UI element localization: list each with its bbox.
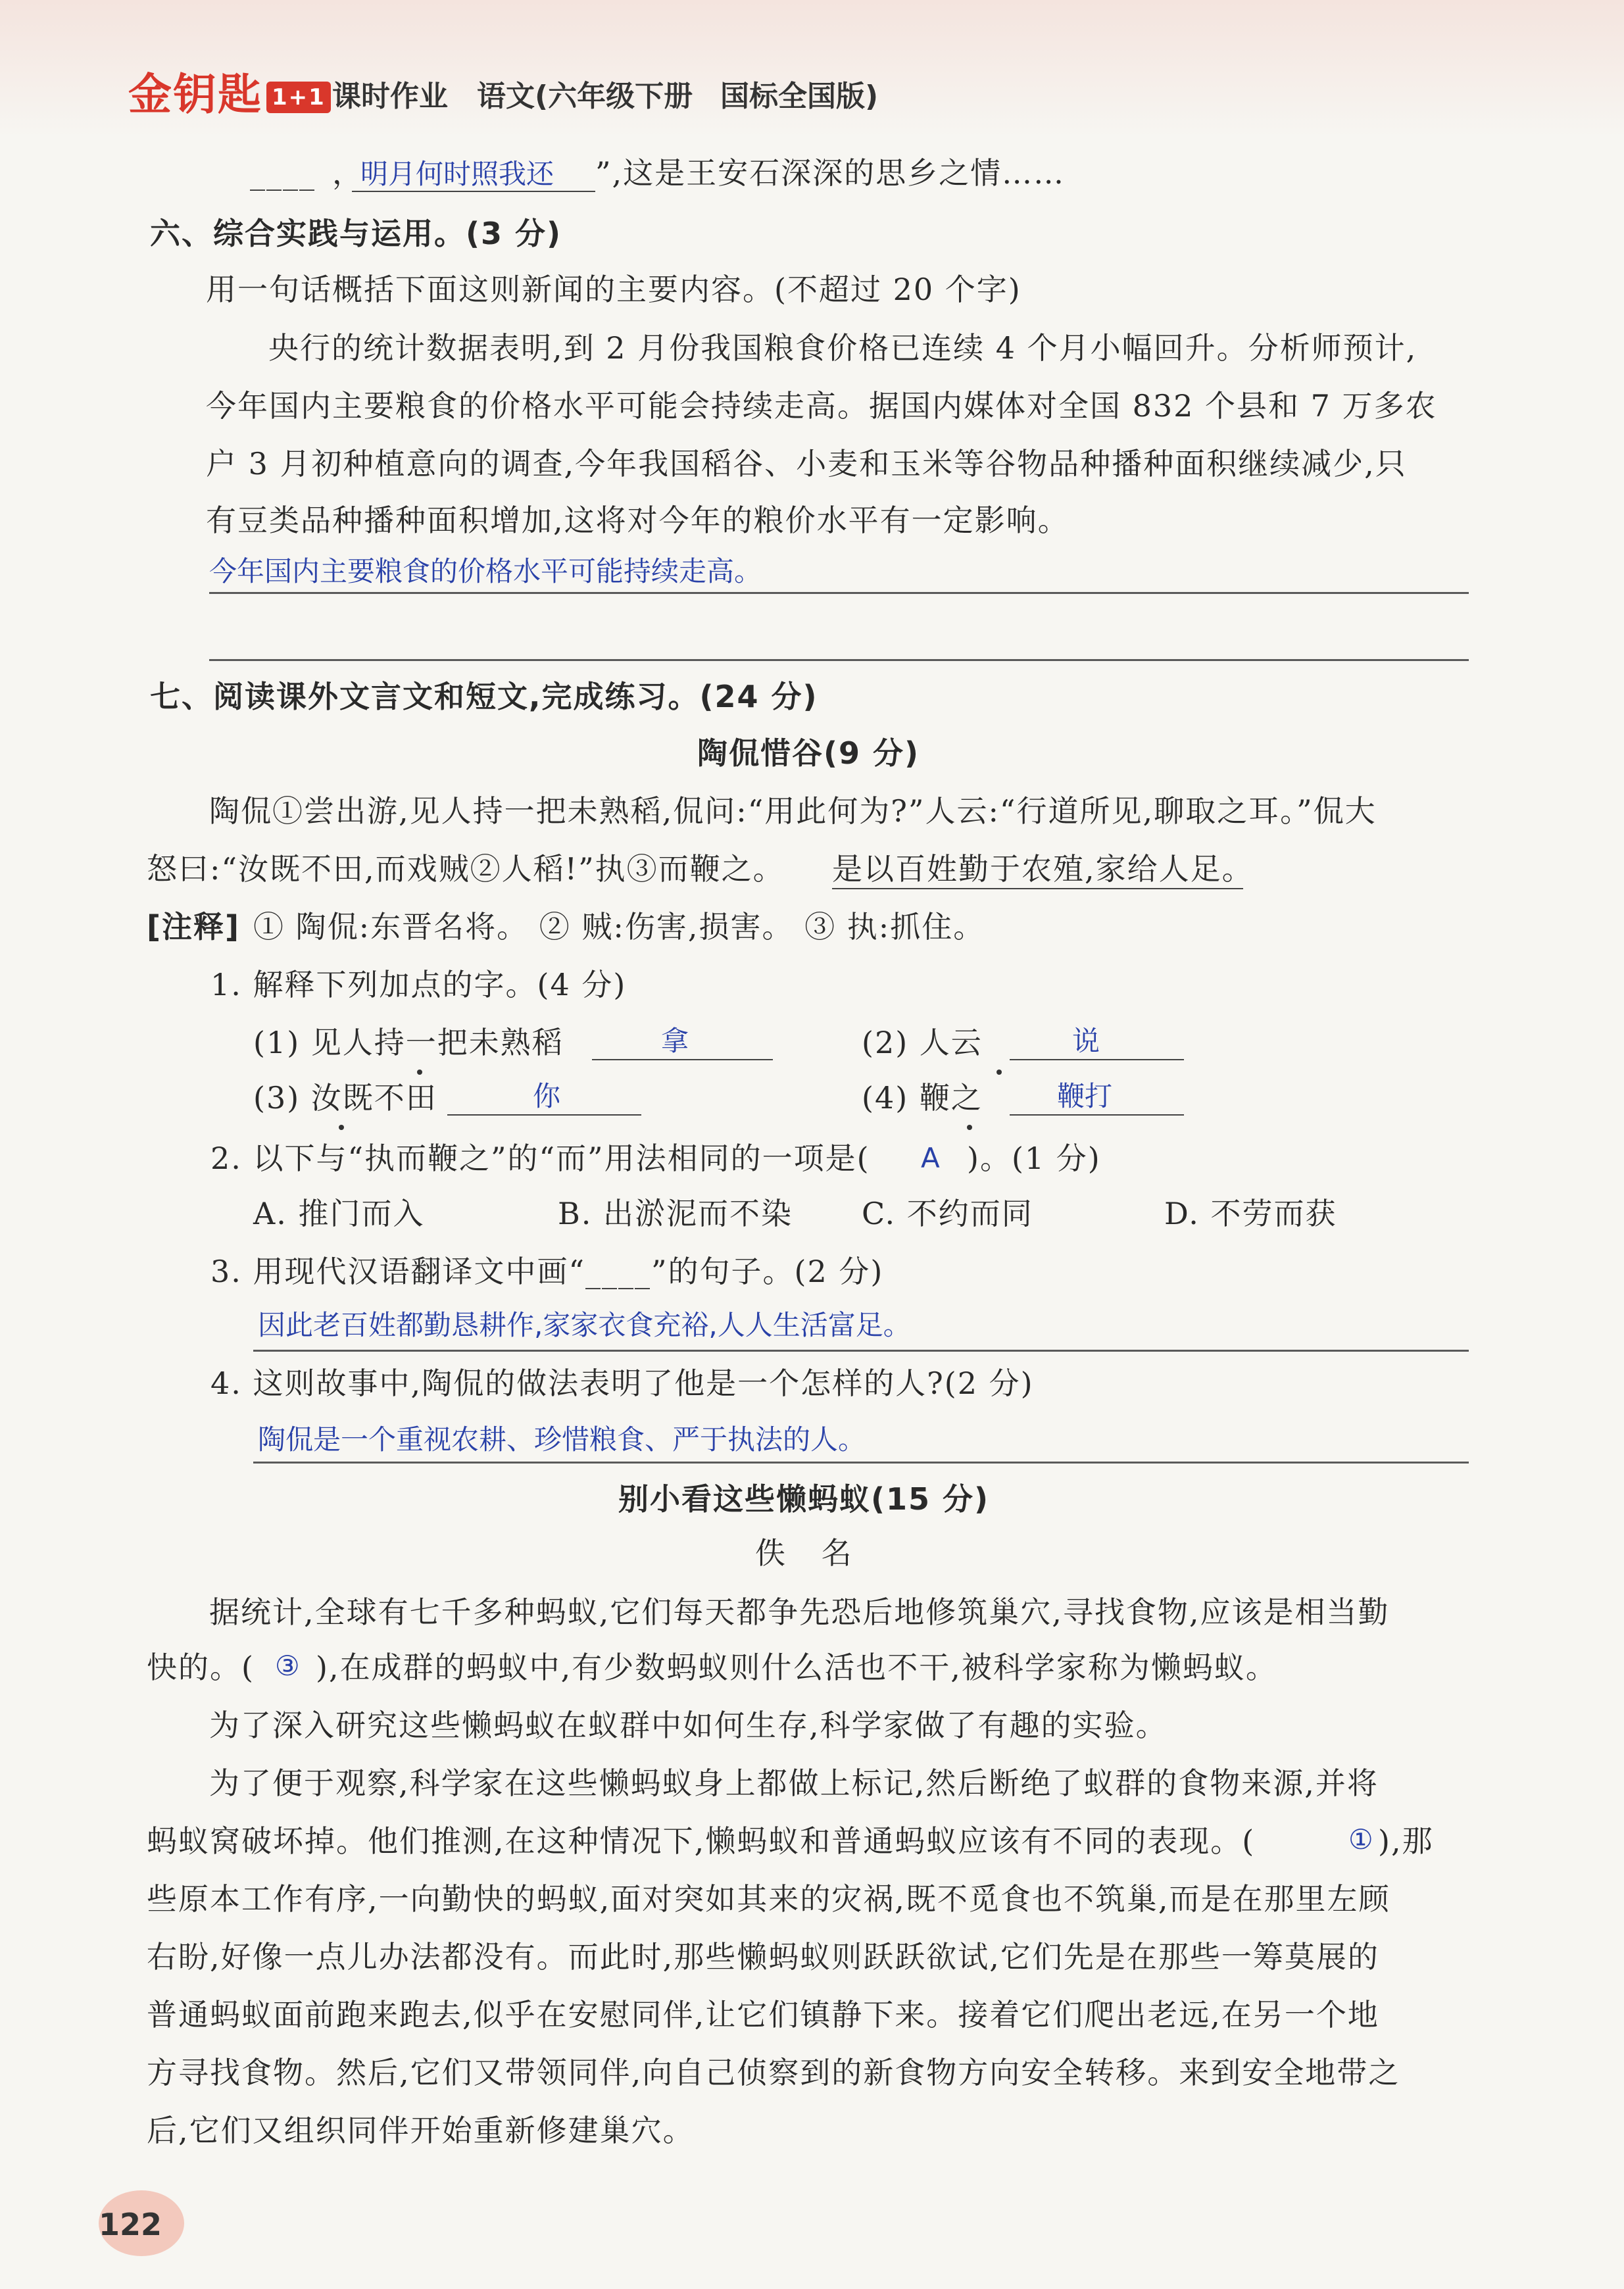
passage1-title: 陶侃惜谷(9 分)	[697, 735, 920, 771]
q2-option-a: A. 推门而入	[253, 1196, 425, 1231]
p3-line-7: 后,它们又组织同伴开始重新修建巢穴。	[147, 2113, 695, 2148]
answer-line-2	[209, 659, 1469, 661]
p1-blank-answer: ③	[275, 1650, 300, 1682]
q2-label-a: 2. 以下与“执而鞭之”的“而”用法相同的一项是(	[210, 1141, 870, 1176]
answer-line-1	[209, 592, 1469, 594]
news-line-2: 今年国内主要粮食的价格水平可能会持续走高。据国内媒体对全国 832 个县和 7 万多农	[206, 388, 1437, 424]
q2-option-d: D. 不劳而获	[1164, 1196, 1337, 1231]
news-line-4: 有豆类品种播种面积增加,这将对今年的粮价水平有一定影响。	[206, 503, 1070, 538]
q4-answer: 陶侃是一个重视农耕、珍惜粮食、严于执法的人。	[258, 1423, 866, 1456]
q2-option-c: C. 不约而同	[862, 1196, 1033, 1231]
q3-answer-line	[253, 1350, 1469, 1352]
brand-name: 金钥匙	[128, 69, 262, 120]
passage2-title: 别小看这些懒蚂蚁(15 分)	[618, 1481, 990, 1517]
subject-title: 语文(六年级下册	[477, 80, 693, 113]
emphasis-dot-bian	[967, 1125, 972, 1130]
notes-text: ① 陶侃:东晋名将。 ② 贼:伤害,损害。 ③ 执:抓住。	[253, 909, 985, 945]
q1-blank3	[447, 1114, 641, 1116]
section6-answer: 今年国内主要粮食的价格水平可能持续走高。	[209, 555, 762, 587]
p3-line-2a: 蚂蚁窝破坏掉。他们推测,在这种情况下,懒蚂蚁和普通蚂蚁应该有不同的表现。(	[147, 1823, 1256, 1859]
news-line-1: 央行的统计数据表明,到 2 月份我国粮食价格已连续 4 个月小幅回升。分析师预计,	[268, 330, 1417, 366]
q1-item2: (2) 人云	[862, 1025, 983, 1060]
section6-title: 六、综合实践与运用。(3 分)	[150, 216, 562, 251]
p3-line-1: 为了便于观察,科学家在这些懒蚂蚁身上都做上标记,然后断绝了蚁群的食物来源,并将	[209, 1765, 1379, 1801]
q2-option-b: B. 出淤泥而不染	[558, 1196, 793, 1231]
q1-answer4: 鞭打	[1057, 1080, 1113, 1112]
series-title: 课时作业	[332, 80, 448, 113]
notes-label: [注释]	[147, 909, 241, 945]
q4-label: 4. 这则故事中,陶侃的做法表明了他是一个怎样的人?(2 分)	[210, 1366, 1034, 1401]
q3-label: 3. 用现代汉语翻译文中画“____”的句子。(2 分)	[210, 1254, 884, 1289]
q1-blank4	[1010, 1114, 1184, 1116]
q2-label-b: )。(1 分)	[967, 1141, 1101, 1176]
sep: ，	[332, 155, 364, 191]
passage1-underline	[832, 888, 1243, 889]
p3-line-2b: ),那	[1378, 1823, 1434, 1859]
q2-answer: A	[921, 1142, 940, 1174]
section7-title: 七、阅读课外文言文和短文,完成练习。(24 分)	[150, 679, 818, 714]
p1-line-2b: ),在成群的蚂蚁中,有少数蚂蚁则什么活也不干,被科学家称为懒蚂蚁。	[316, 1650, 1277, 1685]
edition-title: 国标全国版)	[720, 80, 879, 113]
q1-item1: (1) 见人持一把未熟稻	[253, 1025, 564, 1060]
passage2-author: 佚 名	[755, 1535, 865, 1571]
q3-answer: 因此老百姓都勤恳耕作,家家衣食充裕,人人生活富足。	[258, 1309, 911, 1341]
q1-answer2: 说	[1072, 1025, 1100, 1057]
passage1-line-2b: 是以百姓勤于农殖,家给人足。	[832, 851, 1254, 887]
p1-line-2a: 快的。(	[147, 1650, 255, 1685]
p3-line-5: 普通蚂蚁面前跑来跑去,似乎在安慰同伴,让它们镇静下来。接着它们爬出老远,在另一个地	[147, 1997, 1379, 2032]
passage1-line-1: 陶侃①尝出游,见人持一把未熟稻,侃问:“用此何为?”人云:“行道所见,聊取之耳。”侃大	[209, 793, 1377, 829]
q1-label: 1. 解释下列加点的字。(4 分)	[210, 967, 627, 1002]
p3-blank-answer: ①	[1348, 1823, 1373, 1856]
p3-line-3: 些原本工作有序,一向勤快的蚂蚁,面对突如其来的灾祸,既不觅食也不筑巢,而是在那里左顾	[147, 1881, 1390, 1917]
passage1-line-2a: 怒曰:“汝既不田,而戏贼②人稻!”执③而鞭之。	[147, 851, 785, 887]
p2-line: 为了深入研究这些懒蚂蚁在蚁群中如何生存,科学家做了有趣的实验。	[209, 1708, 1168, 1743]
q1-answer1: 拿	[661, 1025, 689, 1057]
brand-badge: 1+1	[266, 82, 331, 113]
q1-item3: (3) 汝既不田	[253, 1080, 437, 1116]
brand-logo	[128, 59, 331, 122]
page-number: 122	[99, 2207, 162, 2242]
q1-blank2	[1010, 1059, 1184, 1060]
p3-line-6: 方寻找食物。然后,它们又带领同伴,向自己侦察到的新食物方向安全转移。来到安全地带之	[147, 2055, 1400, 2090]
emphasis-dot-ru	[339, 1125, 344, 1130]
top-line-rest: ”,这是王安石深深的思乡之情……	[595, 155, 1066, 191]
news-line-3: 户 3 月初种植意向的调查,今年我国稻谷、小麦和玉米等谷物品种播种面积继续减少,只	[206, 446, 1407, 481]
answer-top-underline	[352, 191, 595, 192]
section6-instruction: 用一句话概括下面这则新闻的主要内容。(不超过 20 个字)	[206, 272, 1021, 307]
q1-item4: (4) 鞭之	[862, 1080, 983, 1116]
q1-blank1	[592, 1059, 773, 1060]
blank-1: ____	[250, 155, 316, 191]
p1-line-1: 据统计,全球有七千多种蚂蚁,它们每天都争先恐后地修筑巢穴,寻找食物,应该是相当勤	[209, 1594, 1390, 1630]
emphasis-dot-yun	[997, 1070, 1002, 1075]
answer-top: 明月何时照我还	[360, 158, 554, 190]
emphasis-dot-chi	[417, 1070, 422, 1075]
q4-answer-line	[253, 1462, 1469, 1464]
p3-line-4: 右盼,好像一点儿办法都没有。而此时,那些懒蚂蚁则跃跃欲试,它们先是在那些一筹莫展的	[147, 1939, 1379, 1975]
q1-answer3: 你	[533, 1080, 561, 1112]
